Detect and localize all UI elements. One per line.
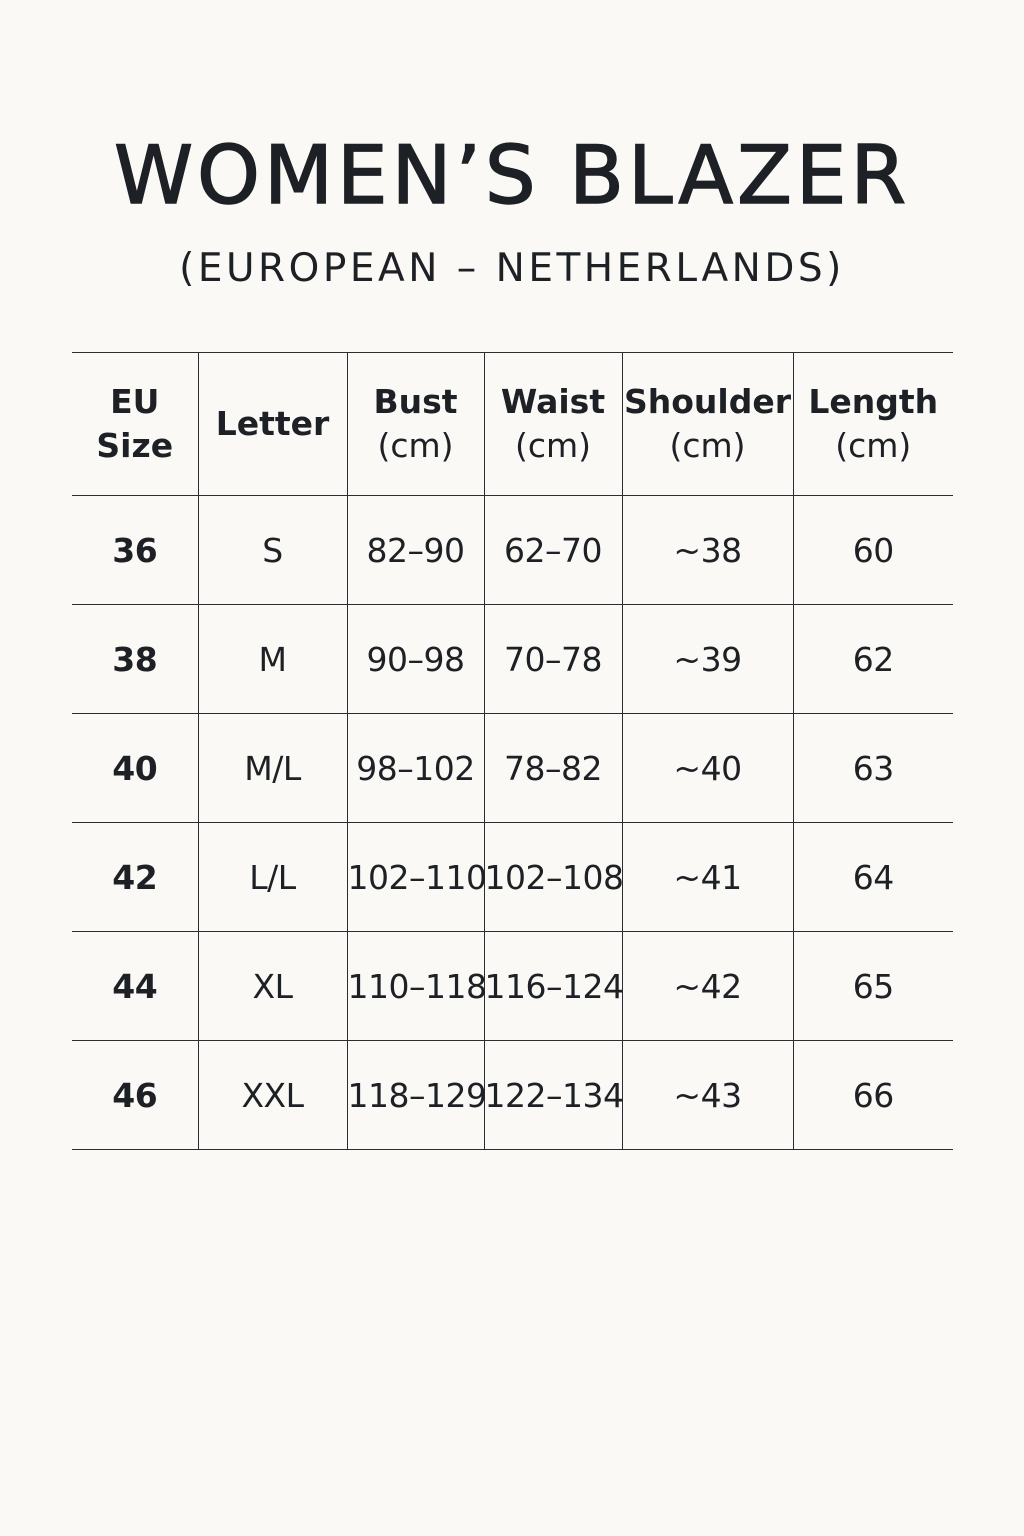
table-row xyxy=(72,1041,953,1150)
eu-size-cell: 36 xyxy=(72,496,198,605)
header-length xyxy=(793,353,953,496)
waist-cell: 102–108 xyxy=(484,823,622,932)
bust-cell: 110–118 xyxy=(347,932,484,1041)
page-title: WOMEN’S BLAZER xyxy=(113,129,911,222)
table-row xyxy=(72,605,953,714)
shoulder-cell: ~39 xyxy=(622,605,793,714)
header-letter xyxy=(198,353,347,496)
table-row xyxy=(72,714,953,823)
header-label: Letter xyxy=(215,404,330,443)
bust-cell: 82–90 xyxy=(347,496,484,605)
table-row xyxy=(72,823,953,932)
bust-cell: 102–110 xyxy=(347,823,484,932)
length-cell: 62 xyxy=(793,605,953,714)
header-shoulder xyxy=(622,353,793,496)
letter-cell: XL xyxy=(198,932,347,1041)
eu-size-cell: 38 xyxy=(72,605,198,714)
shoulder-cell: ~42 xyxy=(622,932,793,1041)
eu-size-cell: 42 xyxy=(72,823,198,932)
page-subtitle: (EUROPEAN – NETHERLANDS) xyxy=(179,246,845,291)
waist-cell: 78–82 xyxy=(484,714,622,823)
table-row xyxy=(72,496,953,605)
waist-cell: 122–134 xyxy=(484,1041,622,1150)
letter-cell: M/L xyxy=(198,714,347,823)
eu-size-cell: 46 xyxy=(72,1041,198,1150)
header-waist xyxy=(484,353,622,496)
length-cell: 63 xyxy=(793,714,953,823)
waist-cell: 116–124 xyxy=(484,932,622,1041)
header-label: Length xyxy=(808,382,939,421)
header-label: Size xyxy=(96,426,174,465)
header-label: Bust xyxy=(373,382,458,421)
shoulder-cell: ~41 xyxy=(622,823,793,932)
shoulder-cell: ~38 xyxy=(622,496,793,605)
header-label: EU xyxy=(110,382,160,421)
table-row xyxy=(72,932,953,1041)
header-bust xyxy=(347,353,484,496)
waist-cell: 62–70 xyxy=(484,496,622,605)
letter-cell: M xyxy=(198,605,347,714)
table-header-row xyxy=(72,353,953,496)
header-unit: (cm) xyxy=(514,426,592,465)
header-unit: (cm) xyxy=(377,426,454,465)
size-chart-table xyxy=(72,352,953,1150)
letter-cell: S xyxy=(198,496,347,605)
header-unit: (cm) xyxy=(669,426,746,465)
header-label: Shoulder xyxy=(623,382,791,421)
bust-cell: 118–129 xyxy=(347,1041,484,1150)
header-label: Waist xyxy=(500,382,606,421)
length-cell: 60 xyxy=(793,496,953,605)
length-cell: 65 xyxy=(793,932,953,1041)
eu-size-cell: 44 xyxy=(72,932,198,1041)
bust-cell: 98–102 xyxy=(347,714,484,823)
shoulder-cell: ~40 xyxy=(622,714,793,823)
letter-cell: XXL xyxy=(198,1041,347,1150)
letter-cell: L/L xyxy=(198,823,347,932)
waist-cell: 70–78 xyxy=(484,605,622,714)
header-eu-size xyxy=(72,353,198,496)
eu-size-cell: 40 xyxy=(72,714,198,823)
shoulder-cell: ~43 xyxy=(622,1041,793,1150)
length-cell: 64 xyxy=(793,823,953,932)
length-cell: 66 xyxy=(793,1041,953,1150)
header-unit: (cm) xyxy=(835,426,912,465)
bust-cell: 90–98 xyxy=(347,605,484,714)
